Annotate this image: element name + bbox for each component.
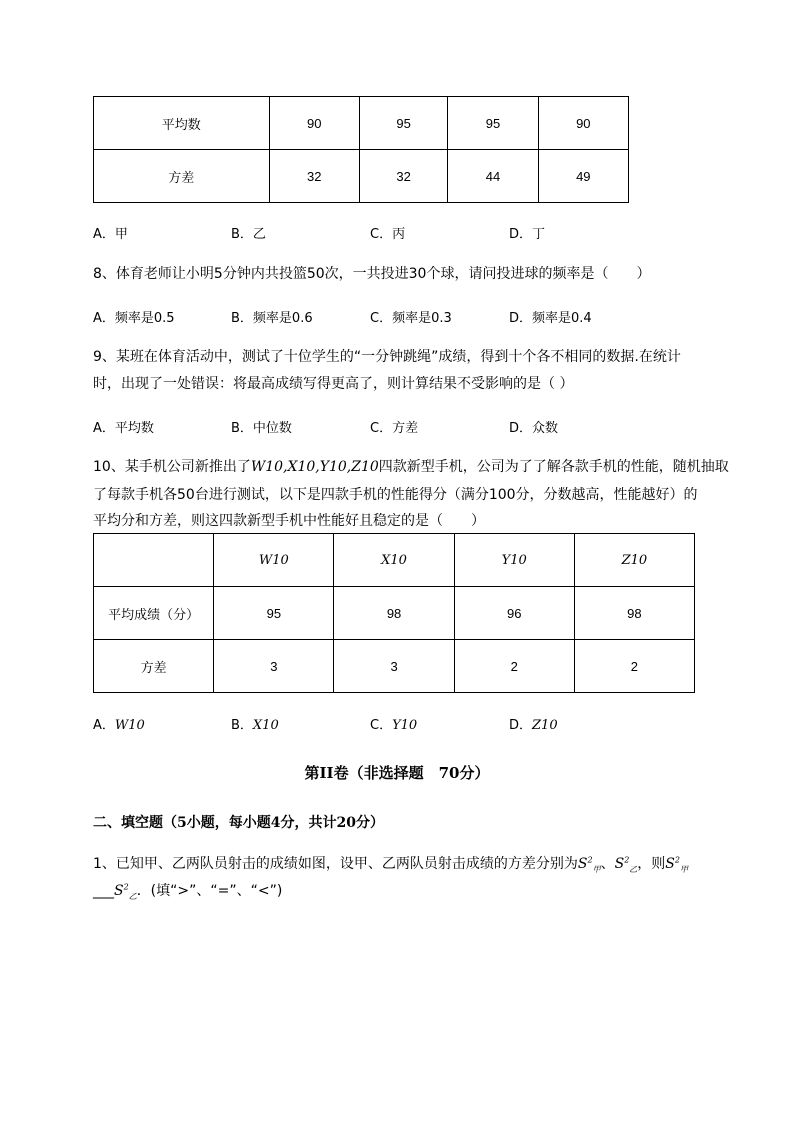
- table-header: Y10: [454, 534, 574, 587]
- q10-option-b-letter: B．: [231, 718, 253, 733]
- fill1-text: 1、已知甲、乙两队员射击的成绩如图，设甲、乙两队员射击成绩的方差分别为: [93, 856, 578, 872]
- variance-jia: [578, 856, 601, 872]
- table-cell: 98: [574, 587, 694, 640]
- variance-exponent: 2: [624, 855, 630, 865]
- variance-jia-2: [665, 856, 688, 872]
- fill1-tail: ．(填“>”、“=”、“<”): [136, 883, 283, 899]
- table-cell: 90: [538, 97, 628, 150]
- table-cell: 90: [269, 97, 359, 150]
- table-row-label: 平均成绩（分）: [94, 587, 214, 640]
- q7-option-d: D．丁: [509, 227, 546, 242]
- q9-option-c: C．方差: [370, 421, 419, 436]
- q7-option-c: C．丙: [370, 227, 406, 242]
- table-cell: 49: [538, 150, 628, 203]
- q8-stem: 8、体育老师让小明5分钟内共投篮50次，一共投进30个球，请问投进球的频率是（ ）: [93, 266, 651, 282]
- phone-stats-table: [93, 533, 695, 693]
- q10-option-c-value: Y10: [392, 718, 418, 733]
- table-cell: 98: [334, 587, 454, 640]
- table-header-empty: [94, 534, 214, 587]
- q8-option-a: A．频率是0.5: [93, 311, 175, 326]
- q10-option-c: [370, 714, 417, 733]
- table-header: X10: [334, 534, 454, 587]
- table-cell: 32: [359, 150, 447, 203]
- answer-blank: ___: [93, 883, 114, 899]
- variance-sub-jia: 甲: [679, 864, 688, 874]
- q10-option-c-letter: C．: [370, 718, 393, 733]
- variance-exponent: 2: [587, 855, 593, 865]
- variance-exponent: 2: [674, 855, 680, 865]
- q9-option-d: D．众数: [509, 421, 559, 436]
- variance-sub-jia: 甲: [592, 864, 601, 874]
- q9-stem-line1: 9、某班在体育活动中，测试了十位学生的“一分钟跳绳”成绩，得到十个各不相同的数据.在统计: [93, 349, 681, 365]
- table-cell: 95: [359, 97, 447, 150]
- fill1-line1: [93, 853, 688, 875]
- variance-yi-2: [114, 883, 137, 899]
- q7-option-b: B．乙: [231, 227, 266, 242]
- table-header: Z10: [574, 534, 694, 587]
- q8-option-b: B．频率是0.6: [231, 311, 313, 326]
- q10-option-d-letter: D．: [509, 718, 533, 733]
- table-cell: 44: [448, 150, 538, 203]
- table-cell: 95: [214, 587, 334, 640]
- q9-option-b: B．中位数: [231, 421, 292, 436]
- table-row-label: 平均数: [94, 97, 270, 150]
- variance-sub-yi: 乙: [629, 864, 638, 874]
- table-cell: 95: [448, 97, 538, 150]
- table-header: W10: [214, 534, 334, 587]
- table-row-label: 方差: [94, 640, 214, 693]
- q9-stem-line2: 时，出现了一处错误：将最高成绩写得更高了，则计算结果不受影响的是（ ）: [93, 376, 574, 392]
- table-cell: 2: [454, 640, 574, 693]
- q10-stem-line2: 了每款手机各50台进行测试，以下是四款手机的性能得分（满分100分，分数越高，性能越好）的: [93, 487, 698, 503]
- section-2-subtitle: 二、填空题（5小题，每小题4分，共计20分）: [93, 815, 384, 831]
- q8-option-c: C．频率是0.3: [370, 311, 452, 326]
- variance-symbol: S: [614, 856, 625, 872]
- variance-symbol: S: [665, 856, 675, 872]
- section-2-title: 第II卷（非选择题 70分）: [304, 764, 490, 782]
- variance-exponent: 2: [123, 882, 129, 892]
- q10-suffix: 四款新型手机，公司为了了解各款手机的性能，随机抽取: [378, 459, 729, 475]
- q10-prefix: 10、某手机公司新推出了: [93, 459, 251, 475]
- q10-option-d: [509, 714, 558, 733]
- q10-stem-line3: 平均分和方差，则这四款新型手机中性能好且稳定的是（ ）: [93, 513, 485, 529]
- table-cell: 2: [574, 640, 694, 693]
- table-cell: 96: [454, 587, 574, 640]
- variance-symbol: S: [577, 856, 588, 872]
- q10-option-d-value: Z10: [532, 718, 558, 733]
- fill1-line2: [93, 880, 282, 902]
- variance-symbol: S: [114, 883, 124, 899]
- stats-table-1: [93, 96, 629, 203]
- q7-option-a: A．甲: [93, 227, 128, 242]
- q10-option-a-letter: A．: [93, 718, 115, 733]
- fill1-sep: 、: [600, 856, 615, 872]
- variance-yi: [615, 856, 638, 872]
- q10-option-b-value: X10: [252, 718, 279, 733]
- fill1-then: ，则: [637, 856, 666, 872]
- q8-option-d: D．频率是0.4: [509, 311, 592, 326]
- table-cell: 32: [269, 150, 359, 203]
- table-cell: 3: [214, 640, 334, 693]
- q10-option-a: [93, 714, 145, 733]
- variance-sub-yi: 乙: [128, 891, 137, 901]
- q10-models: W10,X10,Y10,Z10: [250, 459, 379, 475]
- q10-option-a-value: W10: [114, 718, 145, 733]
- table-cell: 3: [334, 640, 454, 693]
- table-row-label: 方差: [94, 150, 270, 203]
- q9-option-a: A．平均数: [93, 421, 154, 436]
- q10-option-b: [231, 714, 279, 733]
- q10-stem-line1: [93, 456, 729, 476]
